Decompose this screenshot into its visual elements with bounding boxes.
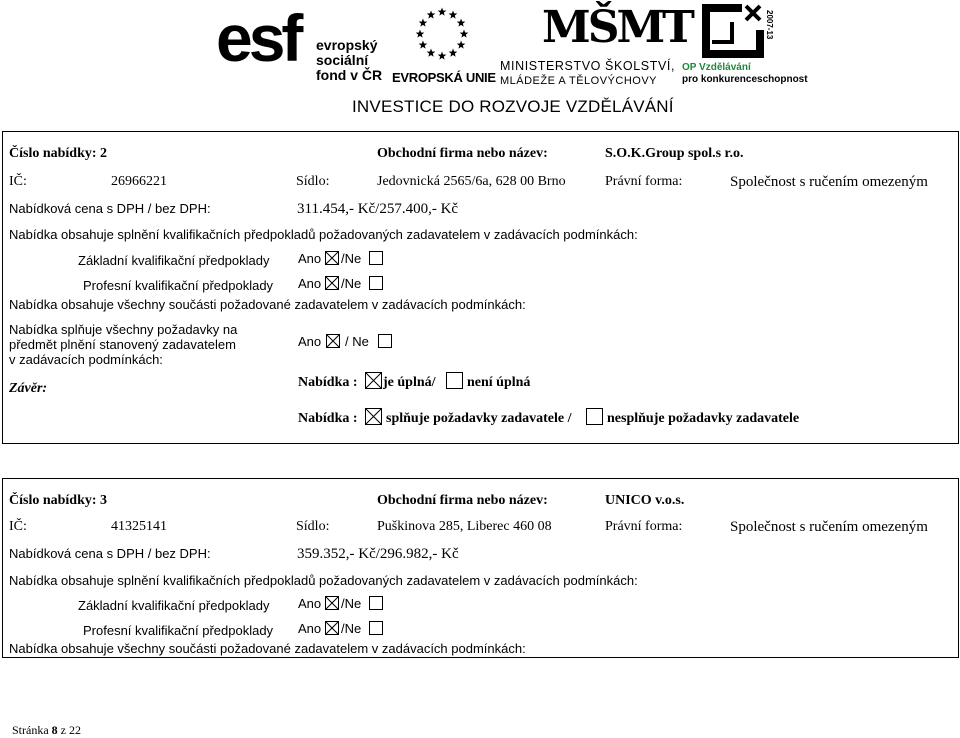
legal-label-3: Právní forma: xyxy=(605,519,683,534)
eu-star xyxy=(449,10,458,18)
parts-line-3: Nabídka obsahuje všechny součásti požadované zadavatelem v zadávacích podmínkách: xyxy=(9,641,526,656)
basic-qualification-label: Základní kvalifikační předpoklady xyxy=(78,253,270,268)
basic-ano-checkbox[interactable] xyxy=(325,251,339,265)
ico-label-3: IČ: xyxy=(9,519,27,534)
op-logo xyxy=(682,2,808,88)
offer-number-label: Číslo nabídky: 2 xyxy=(9,146,108,161)
eu-star xyxy=(416,30,425,38)
page-footer: Stránka 8 z 22 xyxy=(12,723,81,737)
not-meets-req-checkbox[interactable] xyxy=(586,408,603,425)
firm-value: S.O.K.Group spol.s r.o. xyxy=(605,146,744,161)
eu-star xyxy=(427,10,436,18)
op-line2: pro konkurenceschopnost xyxy=(682,74,808,85)
ico-value: 26966221 xyxy=(111,174,167,189)
prof-ano-checkbox-3[interactable] xyxy=(325,621,339,635)
parts-line: Nabídka obsahuje všechny součásti požadované zadavatelem v zadávacích podmínkách: xyxy=(9,297,526,312)
meets-req-line2: předmět plnění stanovený zadavatelem xyxy=(9,337,236,352)
esf-logo-mark: esf xyxy=(216,1,300,75)
basic-ano: Ano xyxy=(298,251,322,266)
complete-nabidka-label: Nabídka : xyxy=(298,375,358,390)
meets-ne: / Ne xyxy=(345,334,369,349)
complete-checkbox[interactable] xyxy=(365,372,382,389)
eu-stars-icon xyxy=(410,6,474,62)
meets-ano-checkbox[interactable] xyxy=(326,334,340,348)
prof-ano: Ano xyxy=(298,276,322,291)
op-line1: OP Vzdělávání xyxy=(682,62,751,73)
eu-star xyxy=(419,41,428,49)
seat-value-3: Puškinova 285, Liberec 460 08 xyxy=(377,519,552,534)
msmt-logo-mark: MŠMT xyxy=(542,2,692,53)
complete-label: je úplná/ xyxy=(383,375,436,390)
firm-value-3: UNICO v.o.s. xyxy=(605,493,685,508)
professional-qualification-label: Profesní kvalifikační předpoklady xyxy=(83,278,274,293)
conclusion-label: Závěr: xyxy=(9,381,48,396)
offer-number-3: 3 xyxy=(100,493,108,508)
price-label: Nabídková cena s DPH / bez DPH: xyxy=(9,201,211,216)
eu-star xyxy=(449,49,458,57)
seat-label: Sídlo: xyxy=(296,174,330,189)
msmt-line1: MINISTERSTVO ŠKOLSTVÍ, xyxy=(500,59,676,73)
prof-ne-checkbox[interactable] xyxy=(369,276,383,290)
meets-req-label: splňuje požadavky zadavatele / xyxy=(386,411,572,426)
seat-value: Jedovnická 2565/6a, 628 00 Brno xyxy=(377,174,566,189)
legal-label: Právní forma: xyxy=(605,174,683,189)
ico-value-3: 41325141 xyxy=(111,519,167,534)
eu-star xyxy=(419,19,428,27)
investice-banner: INVESTICE DO ROZVOJE VZDĚLÁVÁNÍ xyxy=(352,97,674,116)
op-year: 2007-13 xyxy=(765,10,774,40)
ico-label: IČ: xyxy=(9,174,27,189)
msmt-line2: MLÁDEŽE A TĚLOVÝCHOVY xyxy=(500,75,658,87)
firm-label-3: Obchodní firma nebo název: xyxy=(377,493,548,508)
incomplete-checkbox[interactable] xyxy=(446,372,463,389)
basic-ne-checkbox-3[interactable] xyxy=(369,596,383,610)
prof-ano-3: Ano xyxy=(298,621,322,636)
offer-number: 2 xyxy=(100,146,108,161)
price-value-3: 359.352,- Kč/296.982,- Kč xyxy=(297,546,459,562)
eu-logo xyxy=(392,4,496,85)
eu-star xyxy=(438,8,447,16)
req-nabidka-label: Nabídka : xyxy=(298,411,358,426)
prof-ano-checkbox[interactable] xyxy=(325,276,339,290)
basic-ano-checkbox-3[interactable] xyxy=(325,596,339,610)
basic-ne-3: /Ne xyxy=(341,596,362,611)
basic-ne-checkbox[interactable] xyxy=(369,251,383,265)
not-meets-req-label: nesplňuje požadavky zadavatele xyxy=(607,411,800,426)
prof-ne-checkbox-3[interactable] xyxy=(369,621,383,635)
eu-star xyxy=(438,52,447,60)
legal-value-3: Společnost s ručením omezeným xyxy=(730,519,928,535)
qualification-line-3: Nabídka obsahuje splnění kvalifikačních předpokladů požadovaných zadavatelem v zadávacích podmínkách: xyxy=(9,573,638,588)
meets-req-line1: Nabídka splňuje všechny požadavky na xyxy=(9,322,238,337)
prof-ne: /Ne xyxy=(341,276,362,291)
qualification-line: Nabídka obsahuje splnění kvalifikačních předpokladů požadovaných zadavatelem v zadávacích podmínkách: xyxy=(9,227,638,242)
eu-star xyxy=(460,30,469,38)
meets-req-line3: v zadávacích podmínkách: xyxy=(9,352,163,367)
eu-label: EVROPSKÁ UNIE xyxy=(392,70,496,85)
basic-ne: /Ne xyxy=(341,251,362,266)
offer-number-label-3: Číslo nabídky: 3 xyxy=(9,493,108,508)
header-logos xyxy=(0,0,960,125)
legal-value: Společnost s ručením omezeným xyxy=(730,174,928,190)
meets-ne-checkbox[interactable] xyxy=(378,334,392,348)
eu-star xyxy=(457,41,466,49)
price-value: 311.454,- Kč/257.400,- Kč xyxy=(297,201,459,217)
page-total: 22 xyxy=(68,723,81,737)
msmt-logo xyxy=(500,2,692,88)
professional-qualification-label-3: Profesní kvalifikační předpoklady xyxy=(83,623,274,638)
price-label-3: Nabídková cena s DPH / bez DPH: xyxy=(9,546,211,561)
firm-label: Obchodní firma nebo název: xyxy=(377,146,548,161)
basic-ano-3: Ano xyxy=(298,596,322,611)
seat-label-3: Sídlo: xyxy=(296,519,330,534)
incomplete-label: není úplná xyxy=(467,375,531,390)
meets-ano: Ano xyxy=(298,334,322,349)
page-number: 8 xyxy=(51,723,58,737)
eu-star xyxy=(427,49,436,57)
esf-logo-text: evropský sociální fond v ČR xyxy=(316,37,383,83)
meets-req-checkbox[interactable] xyxy=(365,408,382,425)
prof-ne-3: /Ne xyxy=(341,621,362,636)
eu-star xyxy=(457,19,466,27)
esf-logo xyxy=(216,1,391,84)
basic-qualification-label-3: Základní kvalifikační předpoklady xyxy=(78,598,270,613)
